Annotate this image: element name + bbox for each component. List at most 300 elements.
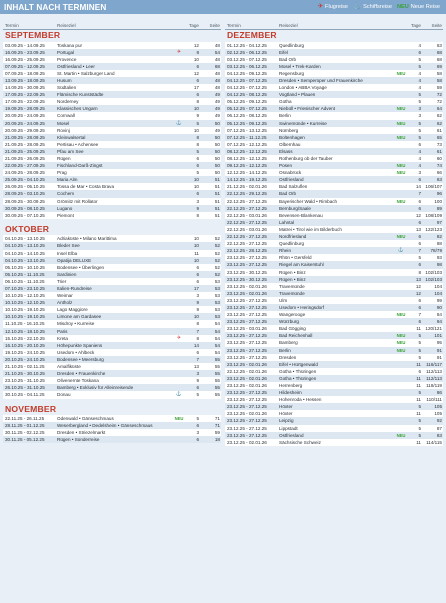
trip-date: 07.09.25 - 12.09.25: [5, 63, 45, 69]
trip-row[interactable]: [3, 141, 221, 148]
trip-page: 114/115: [426, 439, 442, 445]
trip-date: 23.12.25 - 27.12.25: [227, 397, 267, 403]
neu-badge: NEU: [396, 134, 406, 140]
trip-page: 55: [214, 371, 220, 377]
trip-row[interactable]: [3, 278, 221, 285]
trip-days: 4: [418, 156, 421, 161]
trip-destination: Adriaküste • Milano Marittima: [57, 236, 117, 242]
trip-row[interactable]: [3, 205, 221, 212]
trip-row[interactable]: [3, 391, 221, 398]
trip-date: 22.12.25 - 02.01.26: [227, 368, 267, 374]
trip-list: [225, 42, 443, 446]
trip-row[interactable]: [3, 335, 221, 342]
trip-date: 12.10.25 - 18.10.25: [5, 328, 45, 334]
trip-date: 23.12.25 - 02.01.26: [227, 290, 267, 296]
trip-date: 23.12.25 - 27.12.25: [227, 347, 267, 353]
trip-row[interactable]: [3, 84, 221, 91]
trip-row[interactable]: [3, 56, 221, 63]
trip-days: 4: [418, 77, 421, 83]
trip-days: 11: [416, 326, 421, 332]
trip-destination: Tossa de Mar • Costa Brava: [57, 184, 115, 190]
trip-row[interactable]: [225, 354, 443, 361]
plane-icon: ✈: [317, 2, 324, 10]
trip-row[interactable]: [225, 332, 443, 339]
trip-destination: Cochem: [57, 191, 75, 197]
trip-page: 105: [434, 404, 442, 410]
trip-row[interactable]: [225, 198, 443, 205]
trip-row[interactable]: [225, 63, 443, 70]
trip-row[interactable]: [3, 77, 221, 84]
trip-page: 53: [214, 293, 220, 299]
trip-row[interactable]: [225, 382, 443, 389]
trip-page: 99: [436, 297, 442, 303]
trip-date: 05.12.25 - 09.12.25: [227, 120, 267, 126]
trip-row[interactable]: [3, 169, 221, 176]
trip-days: 6: [418, 241, 421, 247]
trip-date: 20.10.25 - 24.10.25: [5, 356, 45, 362]
trip-row[interactable]: [3, 257, 221, 264]
trip-destination: Nürnberg: [279, 127, 299, 133]
trip-destination-cell: [279, 354, 407, 361]
trip-destination-cell: [279, 311, 407, 318]
trip-row[interactable]: [225, 325, 443, 332]
trip-row[interactable]: [225, 127, 443, 134]
trip-page: 52: [214, 271, 220, 277]
trip-destination-cell: [57, 42, 185, 49]
trip-destination: Rovinj: [57, 127, 70, 133]
trip-days: 9: [196, 113, 199, 119]
trip-destination: Norderney: [57, 99, 79, 105]
trip-destination: Usedom • Heringsdorf: [279, 304, 325, 310]
trip-days: 5: [418, 347, 421, 353]
trip-page: 51: [214, 184, 220, 190]
trip-row[interactable]: [225, 169, 443, 176]
trip-destination-cell: [279, 226, 407, 233]
trip-page: 48: [214, 56, 220, 62]
trip-row[interactable]: [225, 396, 443, 403]
trip-destination-cell: [57, 363, 185, 370]
trip-destination-cell: [57, 415, 185, 422]
trip-destination: Insel Elba: [57, 250, 78, 256]
trip-days: 13: [193, 364, 199, 370]
trip-row[interactable]: [225, 212, 443, 219]
trip-days: 5: [418, 404, 421, 410]
trip-days: 5: [196, 148, 199, 154]
trip-row[interactable]: [225, 368, 443, 375]
trip-row[interactable]: [3, 271, 221, 278]
trip-date: 20.09.25 - 29.09.25: [5, 127, 45, 133]
trip-row[interactable]: [3, 155, 221, 162]
trip-date: 22.12.25 - 27.12.25: [227, 205, 267, 211]
trip-destination: Riegel am Kaiserstuhl: [279, 262, 324, 268]
trip-date: 07.12.25 - 13.12.25: [227, 127, 267, 133]
trip-destination-cell: [57, 384, 185, 391]
trip-days: 5: [418, 425, 421, 431]
trip-row[interactable]: [3, 384, 221, 391]
trip-row[interactable]: [3, 183, 221, 190]
trip-row[interactable]: [225, 155, 443, 162]
trip-date: 23.12.25 - 27.12.25: [227, 418, 267, 424]
neu-badge: NEU: [396, 432, 406, 438]
trip-destination: Rügen: [57, 156, 71, 161]
trip-days: 5: [196, 392, 199, 398]
anchor-icon: ⚓: [175, 391, 183, 398]
trip-destination: Rhön • Gersfeld: [279, 255, 312, 261]
trip-row[interactable]: [3, 127, 221, 134]
trip-page: 54: [214, 349, 220, 355]
trip-destination-cell: [57, 84, 185, 91]
trip-days: 5: [418, 255, 421, 261]
trip-days: 6: [418, 297, 421, 303]
trip-date: 28.09.25 - 30.09.25: [5, 198, 45, 204]
trip-days: 6: [418, 368, 421, 374]
trip-row[interactable]: [225, 339, 443, 346]
trip-row[interactable]: [225, 304, 443, 311]
trip-row[interactable]: [3, 148, 221, 155]
trip-destination-cell: [279, 127, 407, 134]
trip-page: 55: [214, 356, 220, 362]
trip-days: 10: [193, 127, 199, 133]
trip-destination-cell: [279, 254, 407, 261]
trip-row[interactable]: [225, 120, 443, 127]
trip-destination: Paris: [57, 328, 68, 334]
neu-badge: NEU: [396, 106, 406, 112]
trip-row[interactable]: [225, 410, 443, 417]
trip-row[interactable]: [225, 283, 443, 290]
trip-destination-cell: [57, 63, 185, 70]
trip-days: 3: [418, 113, 421, 119]
trip-date: 08.12.25 - 12.12.25: [227, 156, 267, 161]
trip-date: 23.12.25 - 27.12.25: [227, 404, 267, 410]
trip-row[interactable]: [225, 162, 443, 169]
trip-row[interactable]: [3, 342, 221, 349]
trip-row[interactable]: [3, 112, 221, 119]
trip-row[interactable]: [3, 415, 221, 422]
col-seite: Seite: [209, 23, 220, 28]
trip-page: 101: [434, 333, 442, 339]
trip-row[interactable]: [225, 84, 443, 91]
trip-destination-cell: [57, 176, 185, 183]
trip-list: [3, 42, 221, 219]
trip-row[interactable]: [3, 436, 221, 443]
trip-row[interactable]: [225, 205, 443, 212]
trip-destination: Bad Orb: [279, 191, 297, 197]
trip-destination: Donau: [57, 392, 71, 398]
trip-destination: Misdroy • Kurreise: [57, 321, 95, 327]
trip-row[interactable]: [3, 422, 221, 429]
trip-date: 23.12.25 - 27.12.25: [227, 319, 267, 325]
trip-date: 23.12.25 - 27.12.25: [227, 390, 267, 396]
trip-row[interactable]: [225, 269, 443, 276]
trip-row[interactable]: [3, 176, 221, 183]
trip-page: 62: [436, 120, 442, 126]
trip-date: 03.12.25 - 07.12.25: [227, 56, 267, 62]
trip-destination: Piemont: [57, 212, 74, 218]
trip-date: 21.10.25 - 02.11.25: [5, 364, 45, 370]
trip-row[interactable]: [3, 49, 221, 56]
trip-row[interactable]: [3, 120, 221, 127]
trip-destination-cell: [279, 240, 407, 247]
trip-days: 8: [196, 134, 199, 140]
trip-destination: Hildesheim: [279, 390, 302, 396]
trip-page: 58: [436, 70, 442, 76]
trip-destination-cell: [279, 205, 407, 212]
legend-neu: [397, 4, 440, 10]
trip-date: 05.10.25 - 10.10.25: [5, 264, 45, 270]
col-termin: Termin: [5, 23, 19, 28]
trip-row[interactable]: [3, 299, 221, 306]
trip-destination: Höxter: [279, 411, 293, 417]
trip-row[interactable]: [225, 70, 443, 77]
trip-row[interactable]: [225, 176, 443, 183]
column-header: [225, 21, 443, 30]
trip-row[interactable]: [225, 77, 443, 84]
trip-row[interactable]: [3, 134, 221, 141]
trip-days: 8: [196, 99, 199, 105]
trip-days: 6: [196, 163, 199, 169]
trip-row[interactable]: [225, 56, 443, 63]
trip-days: 5: [418, 432, 421, 438]
trip-destination: Rhein: [279, 248, 292, 254]
trip-row[interactable]: [3, 91, 221, 98]
trip-date: 01.12.25 - 04.12.25: [227, 42, 267, 48]
trip-page: 88: [436, 241, 442, 247]
trip-days: 5: [418, 120, 421, 126]
trip-row[interactable]: [225, 432, 443, 439]
trip-row[interactable]: [225, 49, 443, 56]
trip-page: 55: [214, 392, 220, 398]
trip-days: 6: [196, 92, 199, 98]
trip-row[interactable]: [3, 190, 221, 197]
trip-destination: Weimar: [57, 293, 73, 299]
trip-row[interactable]: [3, 198, 221, 205]
trip-destination: Südtalien: [57, 85, 77, 91]
trip-destination: Höxter: [279, 404, 293, 410]
trip-row[interactable]: [3, 285, 221, 292]
trip-page: 68: [436, 49, 442, 55]
trip-page: 74: [436, 163, 442, 169]
trip-row[interactable]: [3, 162, 221, 169]
trip-days: 10: [193, 314, 199, 320]
trip-row[interactable]: [3, 292, 221, 299]
trip-date: 03.09.25 - 14.09.25: [5, 42, 45, 48]
trip-date: 23.12.25 - 27.12.25: [227, 304, 267, 310]
trip-row[interactable]: [3, 363, 221, 370]
trip-row[interactable]: [3, 212, 221, 219]
trip-page: 50: [214, 134, 220, 140]
trip-row[interactable]: [225, 403, 443, 410]
neu-badge: NEU: [396, 333, 406, 339]
trip-page: 54: [214, 328, 220, 334]
trip-row[interactable]: [225, 318, 443, 325]
anchor-icon: ⚓: [397, 247, 405, 254]
trip-row[interactable]: [3, 370, 221, 377]
trip-row[interactable]: [225, 240, 443, 247]
trip-date: 22.12.25 - 27.12.25: [227, 219, 267, 225]
left-column: [3, 21, 221, 446]
trip-days: 11: [194, 250, 199, 256]
trip-row[interactable]: [225, 439, 443, 446]
trip-row[interactable]: [225, 98, 443, 105]
trip-row[interactable]: [3, 328, 221, 335]
trip-date: 30.11.25 - 05.12.25: [5, 437, 45, 443]
trip-destination: Pfau am See: [57, 148, 84, 154]
trip-row[interactable]: [3, 250, 221, 257]
trip-days: 6: [418, 205, 421, 211]
trip-days: 9: [196, 205, 199, 211]
trip-row[interactable]: [225, 42, 443, 49]
col-reiseziel: Reiseziel: [57, 23, 76, 28]
trip-row[interactable]: [225, 233, 443, 240]
trip-row[interactable]: [225, 261, 443, 268]
trip-row[interactable]: [225, 134, 443, 141]
trip-row[interactable]: [225, 141, 443, 148]
trip-days: 10: [193, 106, 199, 112]
trip-destination: Mosel: [57, 120, 70, 126]
trip-date: 04.12.25 - 07.12.25: [227, 85, 267, 91]
trip-row[interactable]: [225, 361, 443, 368]
trip-days: 5: [418, 354, 421, 360]
trip-row[interactable]: [225, 389, 443, 396]
trip-destination: Bodensee • Meersburg: [57, 356, 104, 362]
trip-row[interactable]: [225, 417, 443, 424]
trip-page: 48: [214, 77, 220, 83]
trip-date: 03.12.25 - 06.12.25: [227, 63, 267, 69]
trip-row[interactable]: [225, 290, 443, 297]
trip-page: 104: [434, 290, 442, 296]
trip-destination: Opatija DELUXE: [57, 257, 92, 263]
trip-destination: Gotha • Thüringen: [279, 368, 317, 374]
trip-row[interactable]: [225, 105, 443, 112]
trip-date: 13.09.25 - 18.09.25: [5, 77, 45, 83]
trip-row[interactable]: [3, 429, 221, 436]
trip-page: 49: [214, 106, 220, 112]
trip-date: 23.12.25 - 27.12.25: [227, 255, 267, 261]
columns: [3, 21, 443, 446]
trip-date: 15.10.25 - 22.10.25: [5, 335, 45, 341]
trip-row[interactable]: [3, 377, 221, 384]
trip-days: 11: [416, 411, 421, 417]
trip-date: 22.12.25 - 27.12.25: [227, 198, 267, 204]
trip-row[interactable]: [225, 247, 443, 254]
trip-row[interactable]: [3, 63, 221, 70]
trip-row[interactable]: [225, 112, 443, 119]
trip-page: 84: [436, 312, 442, 318]
trip-page: 53: [214, 278, 220, 284]
trip-row[interactable]: [225, 347, 443, 354]
trip-row[interactable]: [225, 311, 443, 318]
trip-destination-cell: [57, 299, 185, 306]
trip-days: 5: [418, 340, 421, 346]
trip-row[interactable]: [225, 297, 443, 304]
trip-row[interactable]: [225, 183, 443, 190]
trip-row[interactable]: [3, 42, 221, 49]
trip-days: 12: [415, 290, 421, 296]
trip-days: 3: [418, 170, 421, 176]
col-tage: Tage: [189, 23, 199, 28]
trip-destination-cell: [279, 169, 407, 176]
neu-badge: NEU: [396, 198, 406, 204]
trip-destination: Sächsische Schweiz: [279, 439, 321, 445]
trip-destination: Wangerooge: [279, 312, 306, 318]
trip-destination: Bleder See: [57, 243, 80, 249]
trip-row[interactable]: [225, 425, 443, 432]
col-seite: Seite: [431, 23, 442, 28]
trip-days: 5: [418, 390, 421, 396]
trip-row[interactable]: [3, 356, 221, 363]
trip-date: 10.10.25 - 12.10.25: [5, 293, 45, 299]
trip-destination-cell: [57, 250, 185, 257]
trip-destination: Lahntal: [279, 219, 295, 225]
right-column: [225, 21, 443, 446]
trip-destination-cell: [57, 70, 185, 77]
trip-row[interactable]: [3, 105, 221, 112]
trip-page: 50: [214, 141, 220, 147]
trip-row[interactable]: [3, 242, 221, 249]
trip-days: 5: [196, 120, 199, 126]
trip-row[interactable]: [225, 219, 443, 226]
trip-row[interactable]: [225, 375, 443, 382]
trip-date: 23.12.25 - 27.12.25: [227, 333, 267, 339]
trip-destination: Portugal: [57, 49, 75, 55]
trip-date: 04.12.25 - 08.12.25: [227, 92, 267, 98]
trip-destination-cell: [57, 205, 185, 212]
column-header: [3, 21, 221, 30]
trip-destination-cell: [279, 98, 407, 105]
trip-row[interactable]: [3, 70, 221, 77]
trip-date: 22.12.25 - 27.12.25: [227, 241, 267, 247]
trip-page: 116/117: [426, 361, 442, 367]
trip-destination-cell: [57, 98, 185, 105]
trip-date: 22.12.25 - 03.01.26: [227, 226, 267, 232]
trip-destination-cell: [57, 328, 185, 335]
trip-row[interactable]: [225, 148, 443, 155]
trip-days: 6: [196, 423, 199, 429]
trip-row[interactable]: [3, 349, 221, 356]
trip-row[interactable]: [225, 254, 443, 261]
trip-destination-cell: [279, 425, 407, 432]
trip-destination: Kleinwalsertal: [57, 134, 86, 140]
trip-destination-cell: [57, 56, 185, 63]
trip-destination-cell: [279, 368, 407, 375]
trip-row[interactable]: [3, 320, 221, 327]
trip-row[interactable]: [225, 276, 443, 283]
month-heading: OKTOBER: [5, 223, 50, 234]
trip-row[interactable]: [225, 91, 443, 98]
trip-page: 53: [214, 314, 220, 320]
legend-schiff: [353, 4, 392, 11]
trip-row[interactable]: [225, 190, 443, 197]
trip-destination: Swinemünde • Kurreise: [279, 120, 327, 126]
legend-neu-label: Neue Reise: [410, 4, 440, 10]
trip-destination: Husum: [57, 77, 72, 83]
trip-destination-cell: [279, 361, 407, 368]
trip-row[interactable]: [3, 313, 221, 320]
trip-destination-cell: [57, 190, 185, 197]
trip-row[interactable]: [3, 306, 221, 313]
trip-row[interactable]: [225, 226, 443, 233]
trip-destination-cell: [279, 84, 407, 91]
trip-destination: Bevensen-Blankenau: [279, 212, 323, 218]
trip-destination: Bad Salzuflen: [279, 184, 308, 190]
trip-page: 120/121: [425, 326, 442, 332]
trip-row[interactable]: [3, 98, 221, 105]
trip-days: 11: [416, 383, 421, 388]
trip-row[interactable]: [3, 264, 221, 271]
trip-row[interactable]: [3, 235, 221, 242]
trip-days: 6: [196, 437, 199, 443]
trip-date: 10.10.25 - 12.10.25: [5, 300, 45, 306]
